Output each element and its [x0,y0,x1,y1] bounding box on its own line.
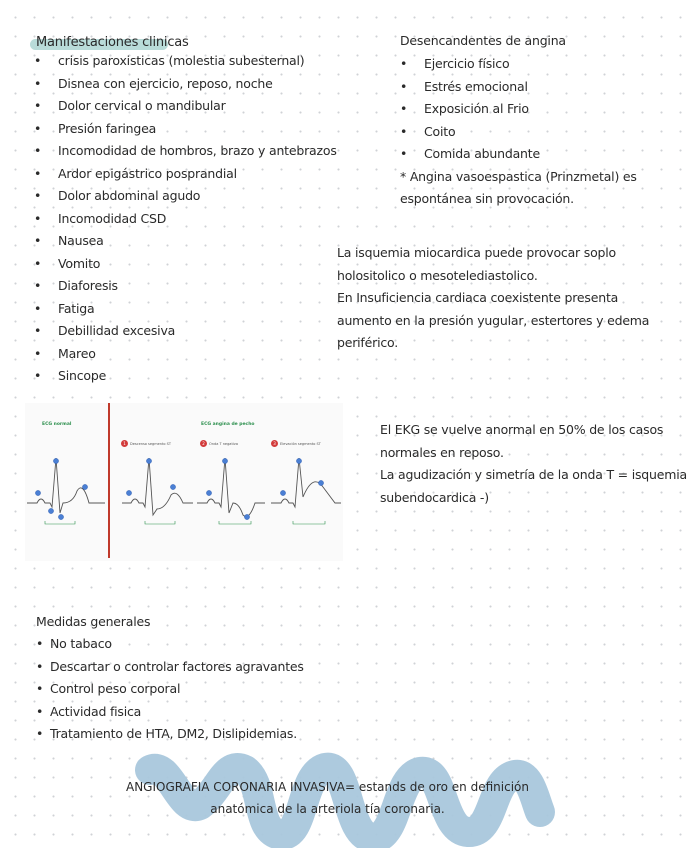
list-item: • Debillidad excesiva [34,320,337,343]
bullet-icon: • [34,210,42,226]
ecg-marker-1: 1 [121,440,128,447]
ecg-tag-2: Onda T negativa [209,442,239,446]
bullet-icon: • [34,278,42,293]
bullet-icon: • [36,703,44,719]
list-item: • Diaforesis [34,275,337,298]
ecg-point [53,458,58,463]
bullet-icon: • [36,636,44,651]
desencadenantes-list [400,53,637,166]
bullet-icon: • [34,120,42,136]
list-item: • Comida abundante [400,143,637,166]
ecg-tag-3: Elevación segmento ST [280,442,321,446]
ecg-normal-trace [27,458,105,513]
list-item: • Vomito [34,253,337,276]
bullet-icon: • [34,98,42,113]
ecg-marker-2: 2 [200,440,207,447]
ecg-point [82,484,87,489]
ecg-point [296,458,301,463]
manifestaciones-list [34,50,337,388]
ecg-point [170,484,175,489]
list-item: • No tabaco [36,633,304,656]
list-item: • Ardor epigástrico posprandial [34,163,337,186]
bullet-icon: • [36,658,44,674]
bullet-icon: • [34,300,42,316]
ecg-image [25,403,343,561]
bullet-icon: • [34,345,42,361]
list-item: • Fatiga [34,298,337,321]
ecg-angina-label: ECG angina de pecho [201,422,255,427]
list-item: • Nausea [34,230,337,253]
medidas-title: Medidas generales [36,614,151,629]
list-item: • Disnea con ejercicio, reposo, noche [34,73,337,96]
ecg-interval-bracket [219,521,251,524]
ecg-t-inverted-trace [197,458,265,517]
bullet-icon: • [400,146,408,161]
ecg-red-divider [108,403,110,558]
list-item: • Incomodidad de hombros, brazo y antebrazos [34,140,337,163]
bullet-icon: • [36,681,44,696]
list-item: • Dolor abdominal agudo [34,185,337,208]
bullet-icon: • [34,368,42,383]
bullet-icon: • [34,75,42,91]
ecg-traces [25,403,343,561]
list-item: • Actividad fisica [36,701,304,724]
ecg-point [244,514,249,519]
list-item: • Incomodidad CSD [34,208,337,231]
ecg-tag-1: Descenso segmento ST [130,442,172,446]
list-item: • Sincope [34,365,337,388]
ecg-point [58,514,63,519]
bullet-icon: • [400,78,408,94]
list-item: • Coito [400,121,637,144]
ecg-point [206,490,211,495]
bullet-icon: • [400,56,408,71]
list-item: • Estrés emocional [400,76,637,99]
medidas-section [36,611,304,746]
manifestaciones-section [36,34,337,388]
ecg-interval-bracket [293,521,325,524]
prinzmetal-note: * Angina vasoespastica (Prinzmetal) es espontánea sin provocación. [400,168,637,206]
ecg-point [126,490,131,495]
ecg-normal-label: ECG normal [42,422,72,427]
isquemia-paragraph: La isquemia miocardica puede provocar soplo holositolico o mesotelediastolico. En Insuficiencia cardiaca coexistente presenta aumento en la presión yugular, estertores y edema periférico. [337,245,650,350]
bullet-icon: • [400,123,408,139]
bullet-icon: • [34,323,42,338]
manifestaciones-title: Manifestaciones clinicas [36,35,189,50]
desencadenantes-section [400,31,637,211]
medidas-list [36,633,304,746]
bullet-icon: • [34,233,42,248]
list-item: • Exposición al Frio [400,98,637,121]
bullet-icon: • [34,188,42,203]
list-item: • Presión faringea [34,118,337,141]
ecg-st-depression-trace [122,458,193,515]
ecg-marker-3: 3 [271,440,278,447]
bullet-icon: • [34,255,42,271]
angiografia-note: ANGIOGRAFIA CORONARIA INVASIVA= estands de oro en definición anatómica de la arteriola tía coronaria. [126,780,529,816]
list-item: • Dolor cervical o mandibular [34,95,337,118]
ecg-point [318,480,323,485]
bullet-icon: • [34,165,42,181]
list-item: • Tratamiento de HTA, DM2, Dislipidemias. [36,723,304,746]
list-item: • Ejercicio físico [400,53,637,76]
bullet-icon: • [34,53,42,68]
ekg-paragraph: El EKG se vuelve anormal en 50% de los casos normales en reposo. La agudización y simetría de la onda T = isquemia subendocardica -) [380,422,687,505]
bullet-icon: • [400,101,408,116]
ecg-point [280,490,285,495]
ecg-interval-bracket [45,521,75,524]
ecg-point [48,508,53,513]
ecg-point [35,490,40,495]
ecg-point [222,458,227,463]
ecg-point [146,458,151,463]
list-item: • crisis paroxisticas (molestia subesternal) [34,50,337,73]
list-item: • Control peso corporal [36,678,304,701]
list-item: • Descartar o controlar factores agravantes [36,656,304,679]
bullet-icon: • [34,143,42,158]
bullet-icon: • [36,726,44,741]
desencadenantes-title: Desencandentes de angina [400,33,566,48]
manifestaciones-heading [36,35,189,50]
ecg-interval-bracket [145,521,175,524]
ecg-st-elevation-trace [271,458,341,507]
list-item: • Mareo [34,343,337,366]
